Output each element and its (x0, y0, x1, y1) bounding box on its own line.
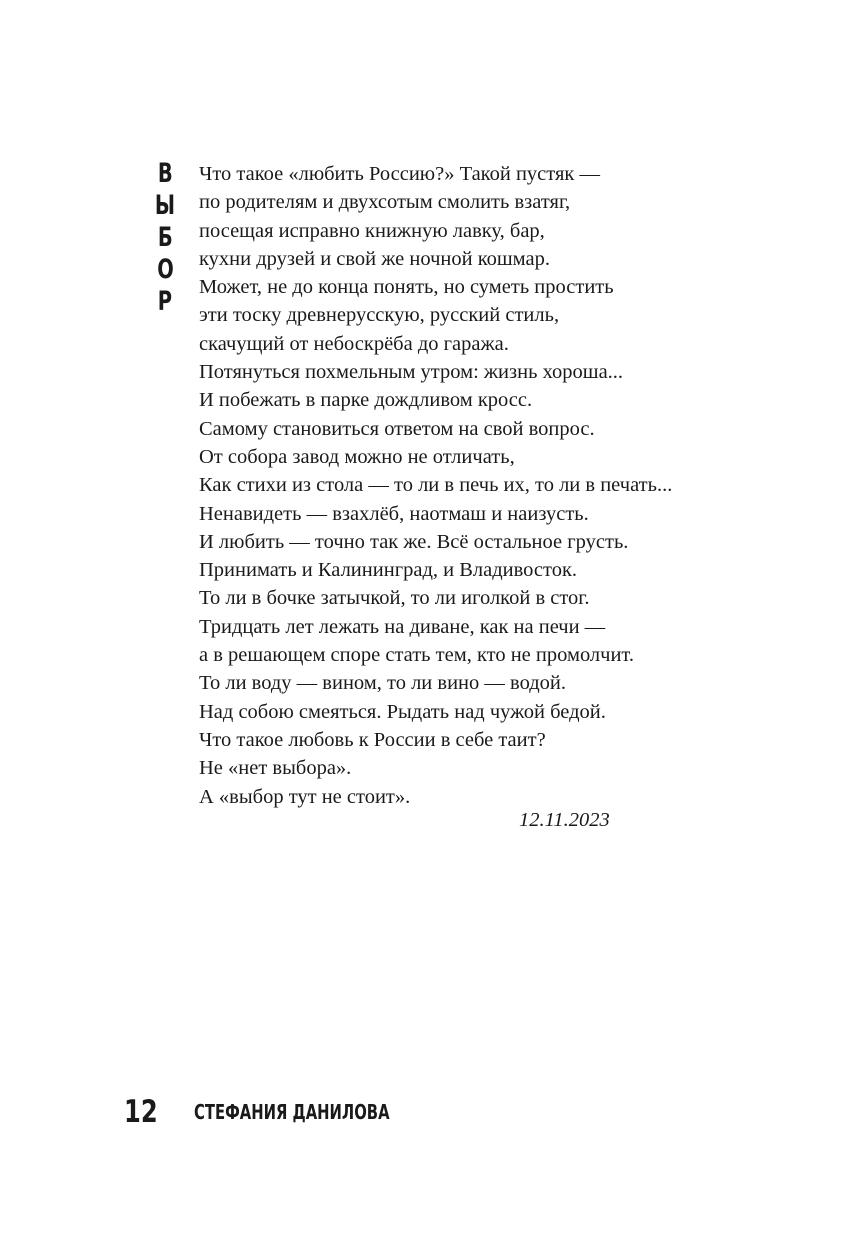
title-letter: О (156, 254, 174, 285)
poem-line: И любить — точно так же. Всё остальное грусть. (199, 530, 629, 553)
poem-line: Что такое «любить Россию?» Такой пустяк — (199, 163, 600, 185)
poem-line: Может, не до конца понять, но суметь простить (199, 276, 614, 299)
poem-line: по родителям и двухсотым смолить взатяг, (199, 191, 571, 214)
poem-line: посещая исправно книжную лавку, бар, (199, 219, 545, 242)
title-letter: Б (157, 222, 173, 253)
poem-line: Принимать и Калининград, и Владивосток. (199, 559, 578, 582)
poem-line: А «выбор тут не стоит». (199, 785, 411, 808)
poem-line: Что такое любовь к России в себе таит? (199, 728, 546, 751)
poem-line: То ли воду — вином, то ли вино — водой. (199, 672, 566, 695)
poem-date: 12.11.2023 (519, 809, 610, 831)
poem-line: Самому становиться ответом на свой вопрос. (199, 417, 595, 440)
poem-line: а в решающем споре стать тем, кто не промолчит. (199, 644, 634, 667)
page-number: 12 (124, 1094, 158, 1130)
poem-line: И побежать в парке дождливом кросс. (199, 389, 533, 412)
poem-line: Как стихи из стола — то ли в печь их, то ли в печать... (199, 474, 673, 497)
running-author: СТЕФАНИЯ ДАНИЛОВА (194, 1100, 390, 1124)
title-letter: В (157, 158, 173, 189)
poem-line: эти тоску древнерусскую, русский стиль, (199, 304, 560, 327)
poem-line: Тридцать лет лежать на диване, как на печи — (199, 615, 606, 638)
poem-line: Потянуться похмельным утром: жизнь хороша... (199, 361, 624, 384)
title-letter: Ы (154, 190, 176, 221)
poem-title-vertical (150, 158, 180, 318)
page-footer (124, 1092, 458, 1132)
poem-line: скачущий от небоскрёба до гаража. (199, 332, 509, 355)
poem-body (199, 160, 819, 811)
poem-line: Не «нет выбора». (199, 757, 352, 780)
poem-line: Ненавидеть — взахлёб, наотмаш и наизусть. (199, 502, 589, 525)
title-letter: Р (157, 286, 173, 317)
poem-line: кухни друзей и свой же ночной кошмар. (199, 247, 550, 270)
poem-line: Над собою смеяться. Рыдать над чужой бедой. (199, 700, 606, 723)
poem-line: То ли в бочке затычкой, то ли иголкой в стог. (199, 587, 590, 610)
poem-line: От собора завод можно не отличать, (199, 445, 515, 468)
